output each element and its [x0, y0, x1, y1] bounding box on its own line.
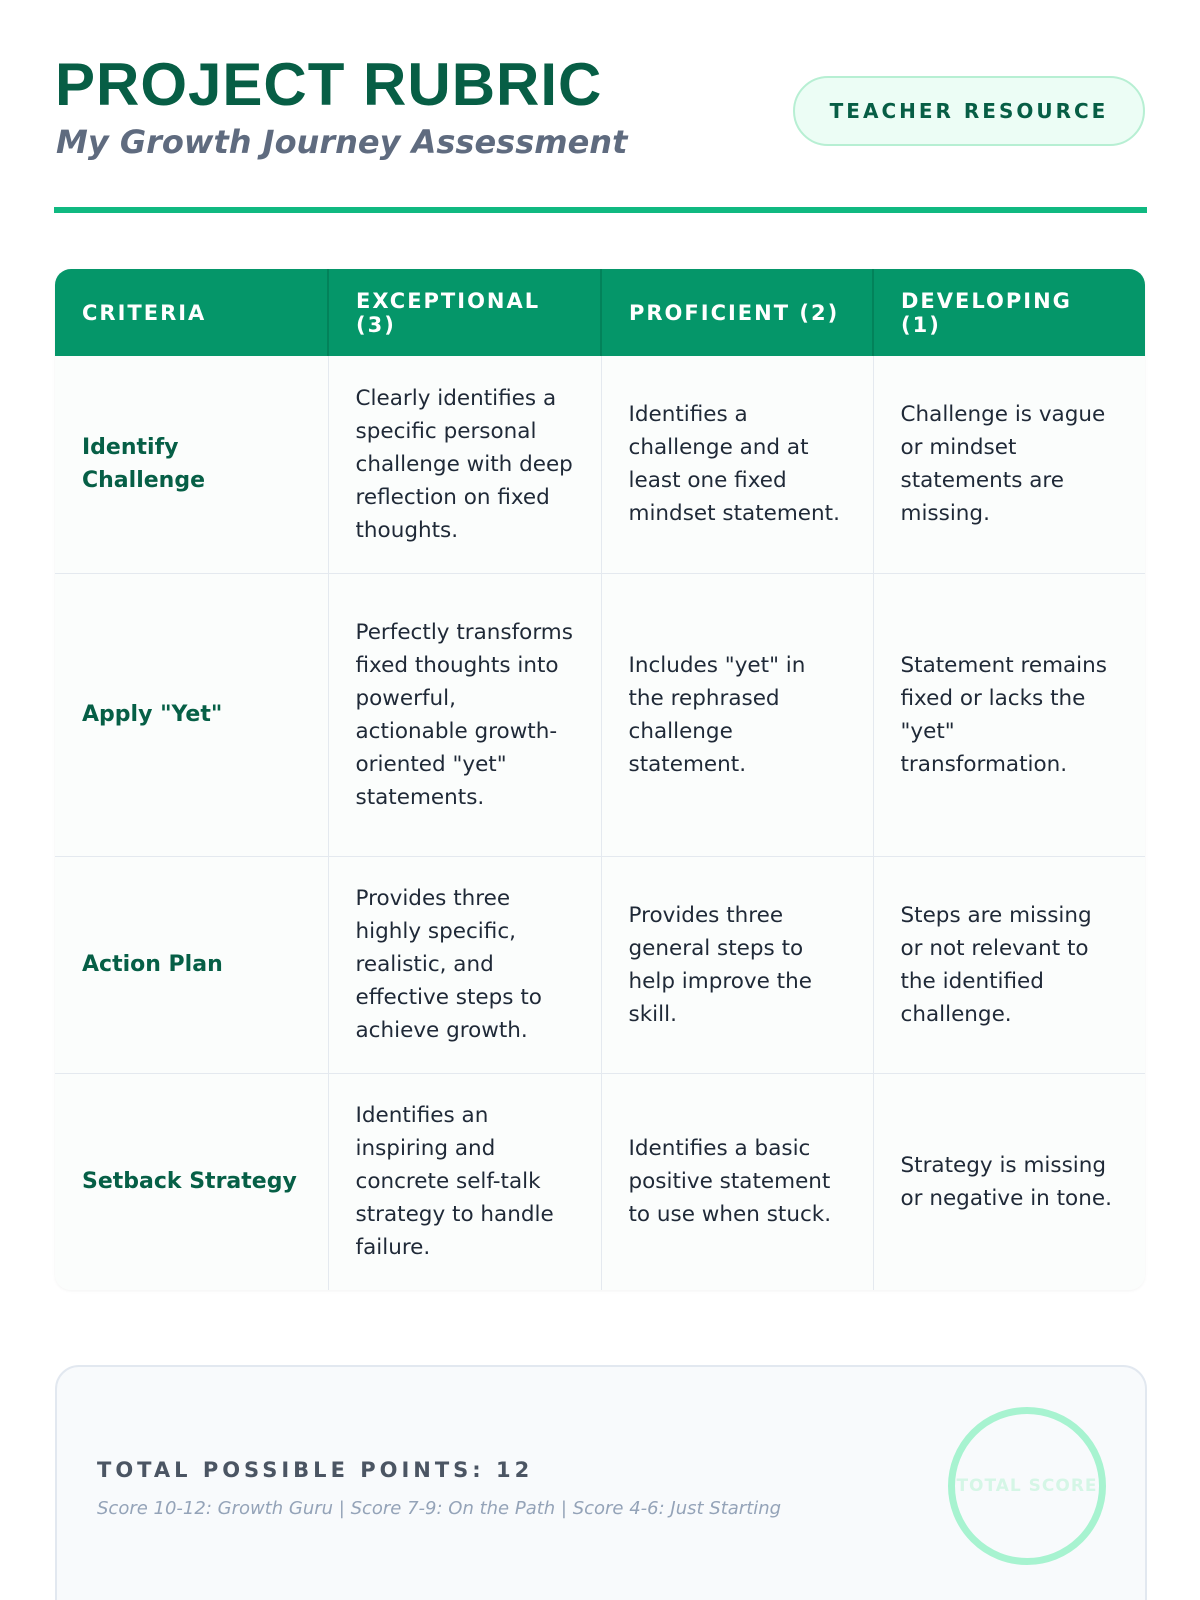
exceptional-cell: Perfectly transforms fixed thoughts into powerful, actionable growth-oriented "yet" statements.	[328, 573, 601, 856]
page-subtitle: My Growth Journey Assessment	[56, 123, 628, 161]
criteria-cell: Action Plan	[55, 856, 328, 1073]
table-header-row	[55, 269, 1145, 356]
proficient-cell: Identifies a basic positive statement to use when stuck.	[601, 1073, 873, 1290]
header-proficient: PROFICIENT (2)	[601, 269, 873, 356]
header-criteria: CRITERIA	[55, 269, 328, 356]
header-exceptional: EXCEPTIONAL (3)	[328, 269, 601, 356]
developing-cell: Strategy is missing or negative in tone.	[873, 1073, 1145, 1290]
exceptional-cell: Clearly identifies a specific personal challenge with deep reflection on fixed thoughts.	[328, 356, 601, 573]
header-developing: DEVELOPING (1)	[873, 269, 1145, 356]
proficient-cell: Identifies a challenge and at least one fixed mindset statement.	[601, 356, 873, 573]
table-row	[55, 356, 1145, 573]
criteria-cell: Apply "Yet"	[55, 573, 328, 856]
total-score-label: TOTAL SCORE	[956, 1476, 1098, 1496]
total-possible-points: TOTAL POSSIBLE POINTS: 12	[97, 1458, 534, 1482]
score-scale-legend: Score 10-12: Growth Guru | Score 7-9: On the Path | Score 4-6: Just Starting	[97, 1498, 782, 1519]
table-row	[55, 856, 1145, 1073]
exceptional-cell: Provides three highly specific, realistic, and effective steps to achieve growth.	[328, 856, 601, 1073]
table-row	[55, 573, 1145, 856]
criteria-cell: Identify Challenge	[55, 356, 328, 573]
teacher-resource-badge: TEACHER RESOURCE	[793, 76, 1145, 146]
rubric-table	[55, 269, 1145, 1290]
header-divider	[54, 207, 1147, 213]
developing-cell: Challenge is vague or mindset statements are missing.	[873, 356, 1145, 573]
header	[55, 51, 1145, 165]
page-title: PROJECT RUBRIC	[55, 51, 603, 118]
developing-cell: Steps are missing or not relevant to the identified challenge.	[873, 856, 1145, 1073]
table-row	[55, 1073, 1145, 1290]
total-score-circle	[948, 1407, 1106, 1565]
proficient-cell: Provides three general steps to help improve the skill.	[601, 856, 873, 1073]
developing-cell: Statement remains fixed or lacks the "yet" transformation.	[873, 573, 1145, 856]
exceptional-cell: Identifies an inspiring and concrete self-talk strategy to handle failure.	[328, 1073, 601, 1290]
proficient-cell: Includes "yet" in the rephrased challenge statement.	[601, 573, 873, 856]
score-summary-panel	[55, 1365, 1147, 1600]
criteria-cell: Setback Strategy	[55, 1073, 328, 1290]
